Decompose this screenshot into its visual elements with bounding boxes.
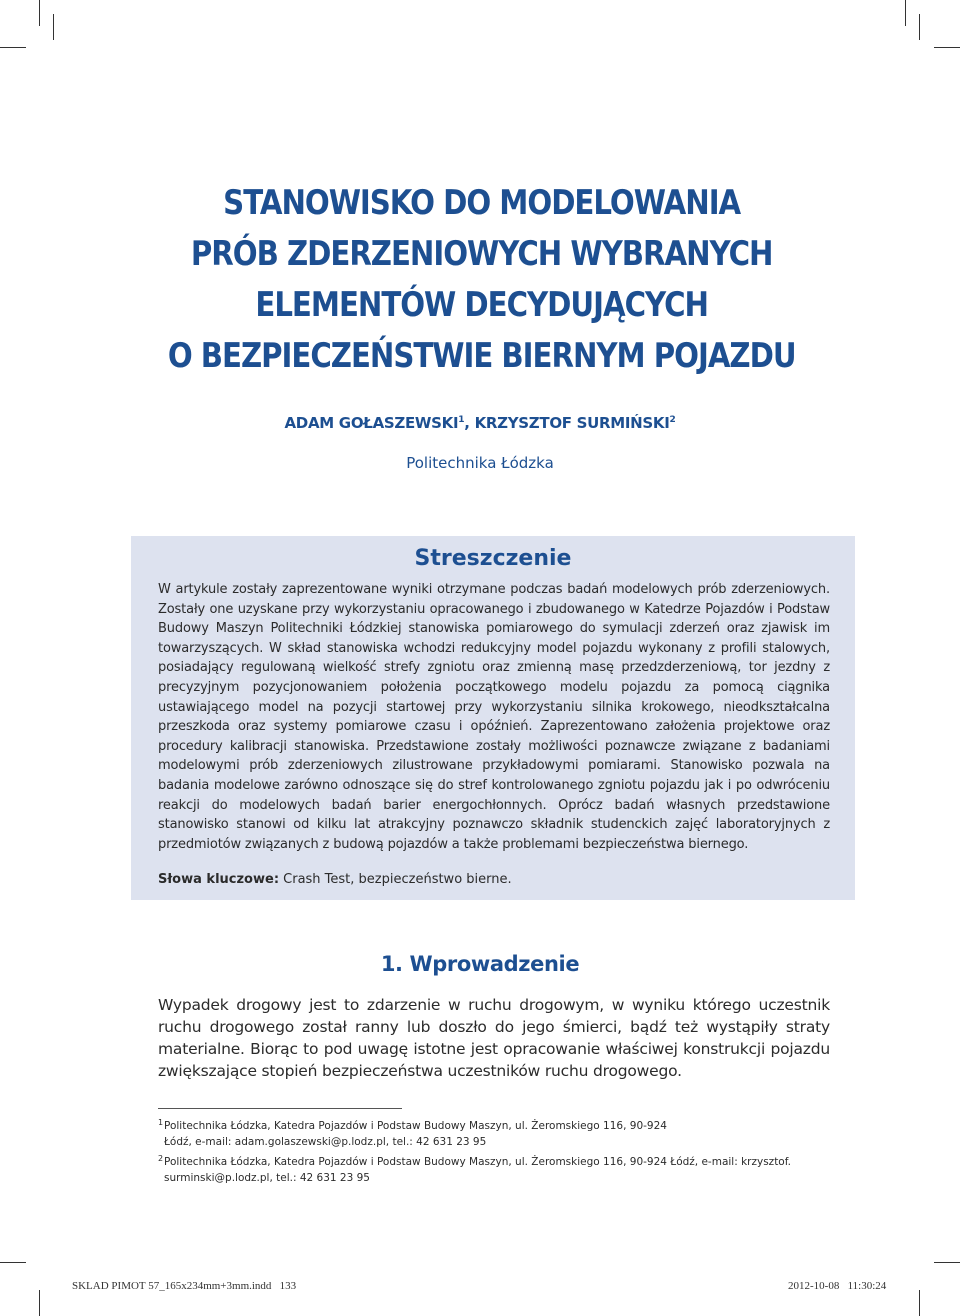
crop-mark xyxy=(919,14,920,40)
footnote-text: Łódź, e-mail: adam.golaszewski@p.lodz.pl, tel.: 42 631 23 95 xyxy=(164,1136,487,1148)
footnote-number: 2 xyxy=(158,1154,164,1163)
abstract-text: W artykule zostały zaprezentowane wyniki otrzymane podczas badań modelowych prób zderzeniowych. Zostały one uzyskane przy wykorzystaniu opracowanego i zbudowanego w Katedrze Pojazdów i Podstaw Budowy Maszyn Politechniki Łódzkiej stanowiska pomiarowego do symulacji zderzeń oraz zjawisk im towarzyszących. W skład stanowiska wchodzi redukcyjny model pojazdu wykonany z profili stalowych, posiadający regulowaną wielkość strefy zgniotu oraz zmienną masę przedzderzeniową, tor jezdny z precyzyjnym pozycjonowaniem położenia początkowego modelu pojazdu za pomocą ciągnika ustawiającego model na pozycji startowej przy wykorzystaniu silnika krokowego, nieodkształcalna przeszkoda oraz systemy pomiarowe czasu i opóźnień. Zaprezentowano założenia projektowe oraz procedury kalibracji stanowiska. Przedstawione zostały możliwości poznawcze związane z badaniami modelowymi prób zderzeniowych zilustrowane przykładowymi pomiarami. Stanowisko pozwala na badania modelowe zarówno odnoszące się do stref kontrolowanego zgniotu pojazdu jak i po odwróceniu reakcji do modelowych badań barier energochłonnych. Oprócz badań własnych przedstawione stanowisko stanowi od kilku lat atrakcyjny poznawczo składnik studenckich zajęć laboratoryjnych z przedmiotów związanych z budową pojazdów a także problemami bezpieczeństwa biernego. xyxy=(158,582,830,852)
print-slug-file: SKLAD PIMOT 57_165x234mm+3mm.indd 133 xyxy=(72,1280,297,1292)
keywords-value: Crash Test, bezpieczeństwo bierne. xyxy=(279,872,512,887)
title-line: PRÓB ZDERZENIOWYCH WYBRANYCH xyxy=(190,234,773,274)
crop-mark xyxy=(934,47,960,48)
author-name: ADAM GOŁASZEWSKI xyxy=(284,414,459,432)
crop-mark xyxy=(53,14,54,40)
crop-mark xyxy=(934,1262,960,1263)
title-line: O BEZPIECZEŃSTWIE BIERNYM POJAZDU xyxy=(167,336,796,376)
affiliation: Politechnika Łódzka xyxy=(406,454,554,472)
crop-mark xyxy=(919,1290,920,1316)
author-affiliation-mark: 1 xyxy=(458,415,465,425)
author-affiliation-mark: 2 xyxy=(669,415,676,425)
footnote-number: 1 xyxy=(158,1118,164,1127)
keywords xyxy=(158,872,512,887)
title-line: ELEMENTÓW DECYDUJĄCYCH xyxy=(255,285,708,325)
authors xyxy=(0,414,960,432)
print-slug-date: 2012-10-08 11:30:24 xyxy=(788,1280,887,1292)
keywords-label: Słowa kluczowe: xyxy=(158,872,280,887)
crop-mark xyxy=(39,1290,40,1316)
footnote-rule xyxy=(158,1108,402,1109)
section-heading: 1. Wprowadzenie xyxy=(380,952,580,976)
author-name: KRZYSZTOF SURMIŃSKI xyxy=(474,414,670,432)
footnote-text: surminski@p.lodz.pl, tel.: 42 631 23 95 xyxy=(164,1172,370,1184)
footnote xyxy=(158,1154,791,1186)
section-paragraph: Wypadek drogowy jest to zdarzenie w ruchu drogowym, w wyniku którego uczestnik ruchu drogowego został ranny lub doszło do jego śmierci, bądź też wystąpiły straty materialne. Biorąc to pod uwagę istotne jest opracowanie właściwej konstrukcji pojazdu zwiększające stopień bezpieczeństwa uczestników ruchu drogowego. xyxy=(158,996,830,1080)
author-separator: , xyxy=(464,414,475,432)
abstract-heading: Streszczenie xyxy=(414,546,572,571)
crop-mark xyxy=(905,0,906,26)
crop-mark xyxy=(0,1262,26,1263)
footnote xyxy=(158,1118,667,1150)
title-line: STANOWISKO DO MODELOWANIA xyxy=(223,183,741,223)
crop-mark xyxy=(39,0,40,26)
crop-mark xyxy=(0,47,26,48)
footnote-text: Politechnika Łódzka, Katedra Pojazdów i Podstaw Budowy Maszyn, ul. Żeromskiego 116, 90-924 xyxy=(164,1120,667,1132)
abstract-box xyxy=(131,536,855,900)
footnote-text: Politechnika Łódzka, Katedra Pojazdów i Podstaw Budowy Maszyn, ul. Żeromskiego 116, 90-924 Łódź, e-mail: krzysztof. xyxy=(164,1156,792,1168)
paper-title xyxy=(69,178,895,382)
